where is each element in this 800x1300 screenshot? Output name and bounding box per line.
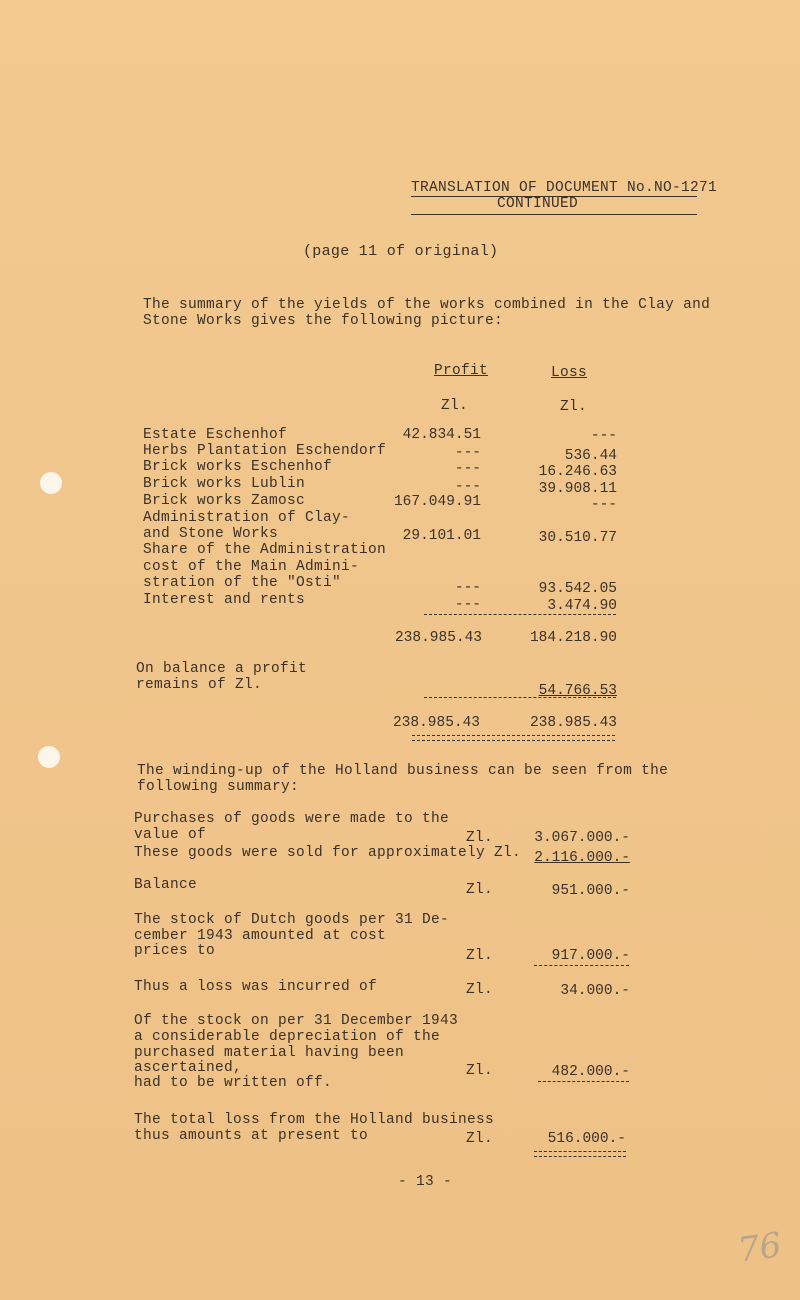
- balance-holland-unit: Zl.: [466, 882, 494, 898]
- loss-incurred-unit: Zl.: [466, 982, 494, 998]
- stock-unit: Zl.: [466, 948, 494, 964]
- balance-label-1: On balance a profit: [136, 661, 308, 677]
- row-profit-value: ---: [454, 445, 481, 461]
- row-profit-value: ---: [454, 479, 481, 495]
- sold-value: 2.116.000.-: [534, 850, 630, 866]
- row-label: Estate Eschenhof: [143, 427, 288, 443]
- stock-label-3: prices to: [134, 943, 216, 959]
- header-title: TRANSLATION OF DOCUMENT No.NO-1271: [411, 180, 718, 196]
- total-loss-label-2: thus amounts at present to: [134, 1128, 369, 1144]
- row-loss-value: 39.908.11: [538, 481, 617, 497]
- depreciation-label-1: Of the stock on per 31 December 1943: [134, 1013, 459, 1029]
- column-header-profit: Profit: [434, 363, 489, 379]
- stock-rule: [534, 965, 629, 966]
- total-loss-label-1: The total loss from the Holland business: [134, 1112, 495, 1128]
- total-double-rule: [412, 735, 615, 741]
- row-profit-value: 42.834.51: [402, 427, 481, 443]
- total-loss-value: 516.000.-: [547, 1131, 626, 1147]
- stock-label-1: The stock of Dutch goods per 31 De-: [134, 912, 450, 928]
- row-label: cost of the Main Admini-: [143, 559, 360, 575]
- row-label: and Stone Works: [143, 526, 279, 542]
- row-loss-value: ---: [590, 428, 617, 444]
- row-profit-value: ---: [454, 580, 481, 596]
- holland-intro-2: following summary:: [137, 779, 300, 795]
- balance-holland-label: Balance: [134, 877, 198, 893]
- loss-incurred-value: 34.000.-: [560, 983, 630, 999]
- total-loss-unit: Zl.: [466, 1131, 494, 1147]
- depreciation-label-4: ascertained,: [134, 1060, 243, 1076]
- holland-intro-1: The winding-up of the Holland business can be seen from the: [137, 763, 669, 779]
- subtotal-rule: [424, 614, 616, 615]
- row-profit-value: 167.049.91: [393, 494, 481, 510]
- row-loss-value: 93.542.05: [538, 581, 617, 597]
- purchases-unit: Zl.: [466, 830, 494, 846]
- row-label: Brick works Zamosc: [143, 493, 306, 509]
- punch-hole-top: [40, 472, 62, 494]
- balance-loss: 54.766.53: [538, 683, 617, 699]
- page-number: - 13 -: [398, 1174, 453, 1190]
- subtotal-loss: 184.218.90: [529, 630, 617, 646]
- row-label: Herbs Plantation Eschendorf: [143, 443, 387, 459]
- header-underline-2: [411, 214, 697, 215]
- balance-holland-value: 951.000.-: [551, 883, 630, 899]
- total-profit: 238.985.43: [392, 715, 480, 731]
- subtotal-profit: 238.985.43: [394, 630, 482, 646]
- total-loss: 238.985.43: [529, 715, 617, 731]
- handwritten-page-number: 76: [735, 1225, 784, 1271]
- row-loss-value: 3.474.90: [547, 598, 617, 614]
- row-label: Interest and rents: [143, 592, 306, 608]
- row-profit-value: 29.101.01: [402, 528, 481, 544]
- row-loss-value: 536.44: [564, 448, 617, 464]
- loss-incurred-label: Thus a loss was incurred of: [134, 979, 378, 995]
- row-loss-value: 16.246.63: [538, 464, 617, 480]
- intro-line-2: Stone Works gives the following picture:: [143, 313, 504, 329]
- depreciation-rule: [538, 1081, 629, 1082]
- column-unit-profit: Zl.: [441, 398, 469, 414]
- row-loss-value: 30.510.77: [538, 530, 617, 546]
- total-loss-double-rule: [534, 1151, 626, 1157]
- row-label: Brick works Eschenhof: [143, 459, 333, 475]
- row-label: Share of the Administration: [143, 542, 387, 558]
- purchases-label-2: value of: [134, 827, 207, 843]
- punch-hole-bottom: [38, 746, 60, 768]
- purchases-label-1: Purchases of goods were made to the: [134, 811, 450, 827]
- column-unit-loss: Zl.: [560, 399, 588, 415]
- depreciation-label-3: purchased material having been: [134, 1045, 405, 1061]
- row-label: Brick works Lublin: [143, 476, 306, 492]
- row-label: Administration of Clay-: [143, 510, 351, 526]
- page-reference: (page 11 of original): [303, 243, 499, 260]
- balance-label-2: remains of Zl.: [136, 677, 263, 693]
- sold-label: These goods were sold for approximately Zl.: [134, 845, 522, 861]
- depreciation-value: 482.000.-: [551, 1064, 630, 1080]
- column-header-loss: Loss: [551, 365, 588, 381]
- row-loss-value: ---: [590, 497, 617, 513]
- depreciation-label-2: a considerable depreciation of the: [134, 1029, 441, 1045]
- purchases-value: 3.067.000.-: [534, 830, 630, 846]
- row-profit-value: ---: [454, 597, 481, 613]
- row-profit-value: ---: [454, 461, 481, 477]
- row-label: stration of the "Osti": [143, 575, 342, 591]
- depreciation-label-5: had to be written off.: [134, 1075, 333, 1091]
- header-continued: CONTINUED: [497, 196, 579, 212]
- stock-label-2: cember 1943 amounted at cost: [134, 928, 387, 944]
- depreciation-unit: Zl.: [466, 1063, 494, 1079]
- intro-line-1: The summary of the yields of the works combined in the Clay and: [143, 297, 711, 313]
- stock-value: 917.000.-: [551, 948, 630, 964]
